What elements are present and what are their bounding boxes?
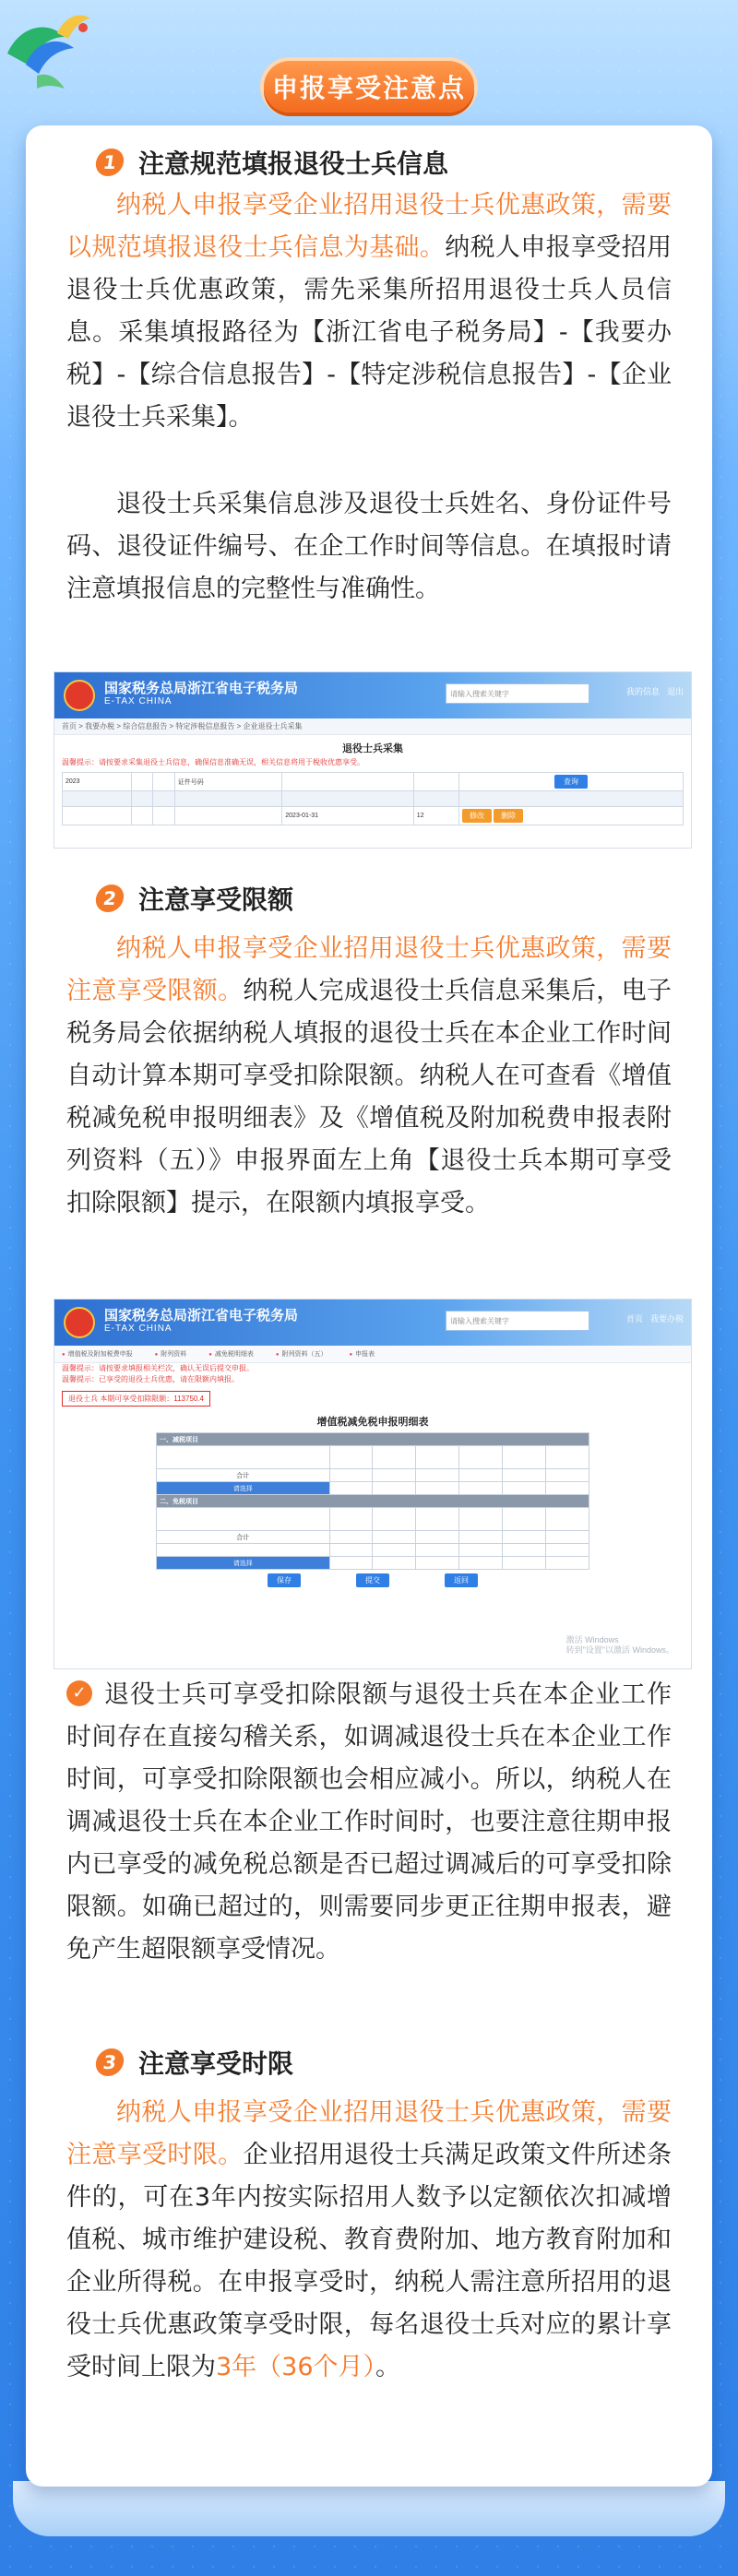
screenshot-1-edit: 修改 (462, 809, 492, 823)
screenshot-1-brand-en: E-TAX CHINA (104, 696, 173, 706)
screenshot-1-tip: 温馨提示：请按要求采集退役士兵信息，确保信息准确无误，相关信息将用于税收优惠享受。 (62, 758, 364, 766)
screenshot-2-link: 首页 (625, 1314, 643, 1324)
form-section-2: 二、免税项目 (157, 1495, 589, 1508)
screenshot-1-search: 请输入搜索关键字 (446, 683, 589, 704)
section-3-limit: 3年（36个月） (216, 2353, 376, 2381)
section-3-end: 。 (375, 2353, 401, 2381)
quota-label: 退役士兵 本期可享受扣除限额： (68, 1395, 174, 1403)
quota-value: 113750.4 (173, 1395, 205, 1403)
section-1-title: 注意规范填报退役士兵信息 (138, 148, 449, 179)
screenshot-2-brand-en: E-TAX CHINA (104, 1324, 173, 1334)
screenshot-1-breadcrumb: 首页 > 我要办税 > 综合信息报告 > 特定涉税信息报告 > 企业退役士兵采集 (54, 718, 691, 735)
quota-callout (62, 1391, 210, 1407)
tax-emblem-icon (64, 680, 95, 711)
checkmark-icon: ✓ (66, 1680, 92, 1706)
section-3-highlight: 纳税人申报享受企业招用退役士兵优惠政策，需要注意享受时限。 (66, 2098, 672, 2169)
section-3-title: 注意享受时限 (138, 2048, 294, 2079)
table-cell: 12 (413, 807, 458, 825)
section-1-body: 纳税人申报享受招用退役士兵优惠政策，需先采集所招用退役士兵人员信息。采集填报路径为【浙江省电子税务局】-【我要办税】-【综合信息报告】-【特定涉税信息报告】-【企业退役士兵采集】。 (66, 233, 673, 432)
page-title: 申报享受注意点 (264, 61, 474, 113)
table-cell: 2023 (63, 773, 132, 791)
screenshot-2-search: 请输入搜索关键字 (446, 1311, 589, 1331)
tax-emblem-icon (64, 1307, 95, 1338)
screenshot-2-tip-2: 温馨提示：已享受的退役士兵优惠，请在限额内填报。 (62, 1375, 239, 1383)
nav-item: ● 减免税明细表 (208, 1349, 254, 1359)
reduction-detail-form (156, 1432, 589, 1570)
section-1-highlight: 纳税人申报享受企业招用退役士兵优惠政策，需要以规范填报退役士兵信息为基础。 (66, 191, 672, 262)
screenshot-1-link: 退出 (666, 687, 684, 696)
screenshot-2-save-button: 保存 (268, 1573, 301, 1587)
section-2-title: 注意享受限额 (138, 884, 294, 915)
table-cell: 证件号码 (174, 773, 282, 791)
screenshot-1-table (62, 772, 684, 825)
screenshot-1-delete: 删除 (494, 809, 523, 823)
nav-item: ● 附列资料（五） (276, 1349, 327, 1359)
tax-system-screenshot-2 (54, 1299, 692, 1669)
screenshot-2-link: 我要办税 (649, 1314, 684, 1324)
screenshot-2-brand: 国家税务总局浙江省电子税务局 (104, 1308, 299, 1324)
section-2-heading (96, 880, 293, 917)
screenshot-1-query-button: 查询 (554, 775, 588, 789)
screenshot-2-form-title: 增值税减免税申报明细表 (316, 1417, 429, 1428)
section-1-heading (96, 144, 448, 181)
section-2-highlight: 纳税人申报享受企业招用退役士兵优惠政策，需要注意享受限额。 (66, 934, 672, 1005)
screenshot-1-banner (54, 672, 691, 718)
nav-item: ● 增值税及附加税费申报 (62, 1349, 133, 1359)
section-2-paragraph-1 (66, 928, 672, 1225)
screenshot-2-back-button: 返回 (445, 1573, 478, 1587)
section-1-paragraph-2: 退役士兵采集信息涉及退役士兵姓名、身份证件号码、退役证件编号、在企工作时间等信息。在填报时请注意填报信息的完整性与准确性。 (66, 490, 672, 603)
form-total: 合计 (157, 1469, 330, 1482)
form-total: 合计 (157, 1531, 330, 1544)
section-3-number: 3 (94, 2048, 125, 2076)
section-1-paragraph-1 (66, 184, 672, 439)
screenshot-2-banner (54, 1300, 691, 1346)
windows-watermark: 激活 Windows 转到"设置"以激活 Windows。 (565, 1635, 674, 1655)
section-2-body: 纳税人完成退役士兵信息采集后，电子税务局会依据纳税人填报的退役士兵在本企业工作时间自动计算本期可享受扣除限额。纳税人在可查看《增值税减免税申报明细表》及《增值税及附加税费申报表附列资料（五）》申报界面左上角【退役士兵本期可享受扣除限额】提示，在限额内填报享受。 (66, 977, 673, 1217)
form-select: 请选择 (157, 1482, 330, 1495)
bird-leaf-logo (0, 0, 101, 101)
form-section-1: 一、减税项目 (157, 1433, 589, 1446)
screenshot-2-nav (54, 1346, 691, 1363)
table-cell: 2023-01-31 (282, 807, 414, 825)
tax-system-screenshot-1 (54, 671, 692, 849)
nav-item: ● 附列资料 (155, 1349, 187, 1359)
section-3-body: 企业招用退役士兵满足政策文件所述条件的，可在3年内按实际招用人数予以定额依次扣减增值税、城市维护建设税、教育费附加、地方教育附加和企业所得税。在申报享受时，纳税人需注意所招用的退役士兵优惠政策享受时限，每名退役士兵对应的累计享受时间上限为 (66, 2141, 673, 2381)
screenshot-2-submit-button: 提交 (356, 1573, 389, 1587)
screenshot-1-brand: 国家税务总局浙江省电子税务局 (104, 681, 299, 696)
section-3-heading (96, 2044, 293, 2081)
screenshot-1-title: 退役士兵采集 (342, 743, 403, 754)
section-3-paragraph-1 (66, 2092, 672, 2389)
section-2-note: 退役士兵可享受扣除限额与退役士兵在本企业工作时间存在直接勾稽关系，如调减退役士兵在本企业工作时间，可享受扣除限额也会相应减小。所以，纳税人在调减退役士兵在本企业工作时间时，也要注意往期申报内已享受的减免税总额是否已超过调减后的可享受扣除限额。如确已超过的，则需要同步更正往期申报表，避免产生超限额享受情况。 (66, 1680, 672, 1964)
paper-roll-edge (13, 2481, 725, 2536)
screenshot-1-link: 我的信息 (625, 687, 660, 696)
section-2-paragraph-2 (66, 1674, 672, 1971)
section-1-number: 1 (94, 148, 125, 176)
section-2-number: 2 (94, 884, 125, 912)
form-select: 请选择 (157, 1557, 330, 1570)
screenshot-2-tip-1: 温馨提示：请按要求填报相关栏次，确认无误后提交申报。 (62, 1364, 254, 1372)
nav-item: ● 申报表 (350, 1349, 375, 1359)
